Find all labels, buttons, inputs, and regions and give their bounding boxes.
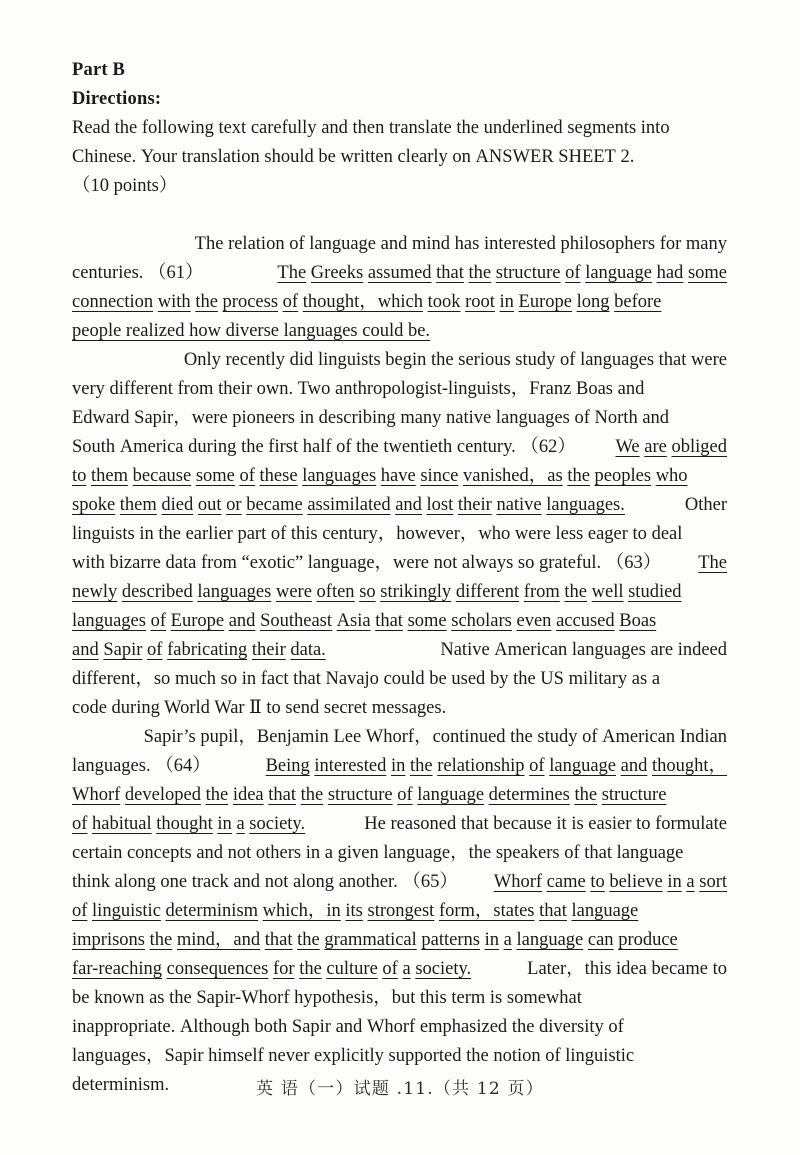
segment-61-middle: connection with the process of thought，which took root in Europe long before bbox=[72, 292, 662, 312]
directions-label: Directions: bbox=[72, 89, 162, 109]
segment-63-end: and Sapir of fabricating their data. bbox=[72, 640, 326, 660]
paragraph-3-line-11: inappropriate. Although both Sapir and Whorf emphasized the diversity of bbox=[72, 1017, 624, 1037]
directions-line-2: Chinese. Your translation should be written clearly on ANSWER SHEET 2. bbox=[72, 147, 635, 167]
paragraph-2-line-13: code during World War Ⅱ to send secret messages. bbox=[72, 698, 447, 718]
paragraph-3-line-8 bbox=[72, 926, 727, 955]
paragraph-2-line-7: linguists in the earlier part of this century，however，who were less eager to deal bbox=[72, 524, 683, 544]
segment-65-start: Whorf came to believe in a sort bbox=[493, 872, 727, 892]
directions-line-1: Read the following text carefully and then translate the underlined segments into bbox=[72, 118, 670, 138]
section-spacer bbox=[72, 201, 727, 230]
segment-62-start: We are obliged bbox=[615, 437, 727, 457]
paragraph-3-line-12: languages，Sapir himself never explicitly supported the notion of linguistic bbox=[72, 1046, 635, 1066]
segment-61-start: The Greeks assumed that the structure of language had some bbox=[277, 263, 727, 283]
paragraph-1-line-4 bbox=[72, 317, 727, 346]
paragraph-2-line-8: with bizarre data from “exotic” language，were not always so grateful. （63） The bbox=[72, 549, 727, 578]
paragraph-2-line-3: Edward Sapir，were pioneers in describing many native languages of North and bbox=[72, 408, 670, 428]
page-content bbox=[72, 56, 727, 1100]
paragraph-1-line-2: centuries. （61） The Greeks assumed that the structure of language had some bbox=[72, 259, 727, 288]
segment-65-middle-2: imprisons the mind，and that the grammatical patterns in a language can produce bbox=[72, 930, 678, 950]
paragraph-3-line-7 bbox=[72, 897, 727, 926]
paragraph-2-line-6: spoke them died out or became assimilated and lost their native languages. Other bbox=[72, 491, 727, 520]
paragraph-3-line-3 bbox=[72, 781, 727, 810]
part-label: Part B bbox=[72, 60, 126, 80]
segment-61-end: people realized how diverse languages could be. bbox=[72, 321, 431, 341]
directions-points: （10 points） bbox=[72, 176, 178, 196]
segment-64-start: Being interested in the relationship of language and thought， bbox=[265, 756, 727, 776]
segment-62-middle: to them because some of these languages have since vanished，as the peoples who bbox=[72, 466, 688, 486]
paragraph-3-line-1: Sapir’s pupil，Benjamin Lee Whorf，continued the study of American Indian bbox=[143, 727, 727, 747]
paragraph-2-line-9 bbox=[72, 578, 727, 607]
segment-63-start: The bbox=[698, 553, 727, 573]
segment-65-middle-1: of linguistic determinism which，in its strongest form，states that language bbox=[72, 901, 639, 921]
paragraph-2-line-5 bbox=[72, 462, 727, 491]
paragraph-2-line-2: very different from their own. Two anthropologist-linguists，Franz Boas and bbox=[72, 379, 645, 399]
paragraph-2-line-10 bbox=[72, 607, 727, 636]
paragraph-2-line-1: Only recently did linguists begin the serious study of languages that were bbox=[183, 350, 727, 370]
paragraph-2 bbox=[72, 346, 727, 723]
paragraph-2-line-11: and Sapir of fabricating their data. Native American languages are indeed bbox=[72, 636, 727, 665]
directions-text bbox=[72, 114, 727, 201]
segment-64-end: of habitual thought in a society. bbox=[72, 814, 306, 834]
segment-62-end: spoke them died out or became assimilated and lost their native languages. bbox=[72, 495, 625, 515]
paragraph-3-line-10: be known as the Sapir-Whorf hypothesis，but this term is somewhat bbox=[72, 988, 582, 1008]
paragraph-3-line-5: certain concepts and not others in a given language，the speakers of that language bbox=[72, 843, 684, 863]
page-footer: 英 语（一）试题 .11.（共 12 页） bbox=[256, 1079, 544, 1099]
paragraph-1-line-1: The relation of language and mind has interested philosophers for many bbox=[194, 234, 727, 254]
paragraph-3-line-9: far-reaching consequences for the culture of a society. Later，this idea became to bbox=[72, 955, 727, 984]
paragraph-1 bbox=[72, 230, 727, 346]
segment-63-middle-1: newly described languages were often so strikingly different from the well studied bbox=[72, 582, 682, 602]
paragraph-2-line-4: South America during the first half of the twentieth century. （62） We are obliged bbox=[72, 433, 727, 462]
paragraph-3-line-6: think along one track and not along another. （65） Whorf came to believe in a sort bbox=[72, 868, 727, 897]
paragraph-3-line-4: of habitual thought in a society. He reasoned that because it is easier to formulate bbox=[72, 810, 727, 839]
paragraph-3-line-2: languages. （64） Being interested in the relationship of language and thought， bbox=[72, 752, 727, 781]
paragraph-3 bbox=[72, 723, 727, 1100]
segment-64-middle: Whorf developed the idea that the structure of language determines the structure bbox=[72, 785, 667, 805]
paragraph-1-line-3 bbox=[72, 288, 727, 317]
paragraph-2-line-12: different，so much so in fact that Navajo could be used by the US military as a bbox=[72, 669, 661, 689]
segment-63-middle-2: languages of Europe and Southeast Asia that some scholars even accused Boas bbox=[72, 611, 657, 631]
paragraph-3-line-13: determinism. bbox=[72, 1075, 170, 1095]
segment-65-end: far-reaching consequences for the culture of a society. bbox=[72, 959, 472, 979]
